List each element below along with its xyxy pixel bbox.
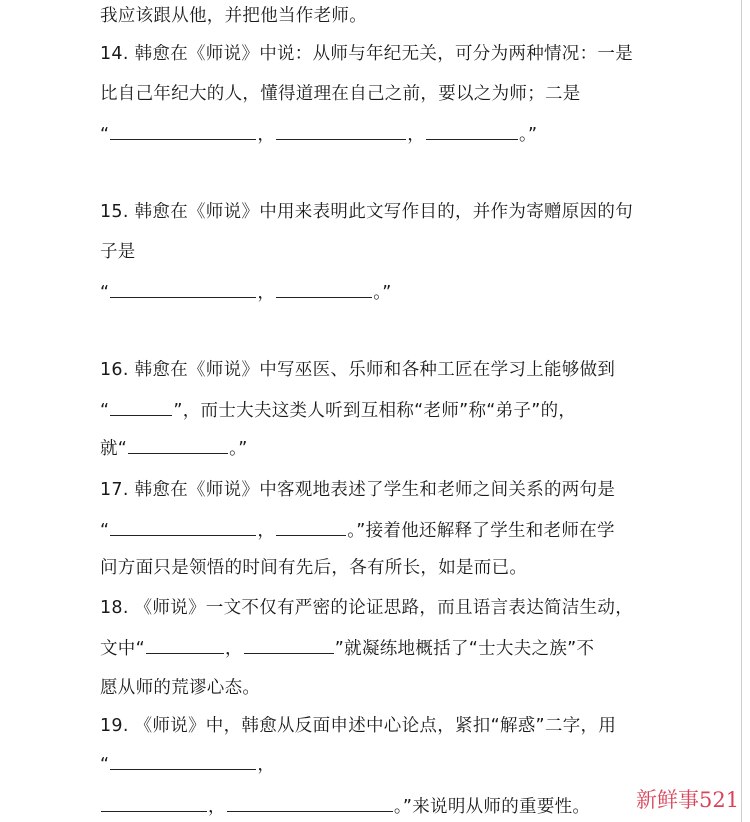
question-16-line-3: [100, 436, 248, 461]
question-18-text: 文中“: [100, 639, 145, 659]
open-quote: “: [100, 755, 110, 775]
question-16-text: 就“: [100, 439, 128, 459]
question-19-text: 。”来说明从师的重要性。: [393, 797, 591, 817]
comma: ，: [224, 639, 243, 659]
open-quote: “: [100, 283, 110, 303]
open-quote: “: [100, 125, 110, 145]
answer-blank[interactable]: [227, 794, 393, 812]
comma: ，: [257, 521, 276, 541]
comma: ，: [407, 125, 425, 145]
question-18-line-2: [100, 636, 594, 661]
comma: ，: [208, 797, 226, 817]
close-quote: 。”: [373, 283, 392, 303]
close-quote: 。”: [229, 439, 248, 459]
question-17-line-2: [100, 518, 615, 543]
question-14-line-2: 比自己年纪大的人，懂得道理在自己之前，要以之为师；二是: [100, 84, 581, 104]
watermark: 新鲜事521: [636, 788, 740, 812]
answer-blank[interactable]: [110, 398, 172, 416]
question-14-blanks: [100, 122, 537, 147]
question-17-text: 。”接着他还解释了学生和老师在学: [347, 521, 615, 541]
question-15-line-2: 子是: [100, 242, 136, 262]
question-15-line-1: 15. 韩愈在《师说》中用来表明此文写作目的，并作为寄赠原因的句: [100, 202, 633, 222]
page-edge-rule: [741, 0, 742, 822]
question-14-line-1: 14. 韩愈在《师说》中说：从师与年纪无关，可分为两种情况：一是: [100, 44, 633, 64]
question-18-text: ”就凝练地概括了“士大夫之族”不: [334, 639, 595, 659]
comma: ，: [257, 755, 276, 775]
question-15-blanks: [100, 280, 392, 305]
answer-blank[interactable]: [276, 518, 346, 536]
question-19-line-2: [100, 752, 275, 777]
comma: ，: [257, 125, 276, 145]
question-19-line-3: [100, 794, 590, 819]
question-16-text: ，而士大夫这类人听到互相称“老师”称“弟子”的，: [182, 401, 577, 421]
question-17-line-3: 问方面只是领悟的时间有先后，各有所长，如是而已。: [100, 558, 528, 578]
close-quote: 。”: [519, 125, 538, 145]
question-19-line-1: 19. 《师说》中，韩愈从反面申述中心论点，紧扣“解惑”二字，用: [100, 716, 617, 736]
question-18-line-3: 愿从师的荒谬心态。: [100, 678, 261, 698]
answer-blank[interactable]: [110, 752, 256, 770]
answer-blank[interactable]: [110, 518, 256, 536]
open-quote: “: [100, 521, 110, 541]
answer-blank[interactable]: [110, 280, 256, 298]
answer-blank[interactable]: [426, 122, 518, 140]
close-quote: ”: [173, 401, 183, 421]
answer-blank[interactable]: [110, 122, 256, 140]
answer-blank[interactable]: [276, 280, 372, 298]
answer-blank[interactable]: [101, 794, 207, 812]
comma: ，: [257, 283, 276, 303]
answer-blank[interactable]: [146, 636, 224, 654]
open-quote: “: [100, 401, 110, 421]
answer-blank[interactable]: [244, 636, 334, 654]
question-17-line-1: 17. 韩愈在《师说》中客观地表述了学生和老师之间关系的两句是: [100, 480, 616, 500]
text-line: 我应该跟从他，并把他当作老师。: [100, 6, 367, 26]
answer-blank[interactable]: [276, 122, 406, 140]
question-16-line-2: [100, 398, 576, 423]
question-18-line-1: 18. 《师说》一文不仅有严密的论证思路，而且语言表达简洁生动，: [100, 598, 633, 618]
answer-blank[interactable]: [128, 436, 228, 454]
question-16-line-1: 16. 韩愈在《师说》中写巫医、乐师和各种工匠在学习上能够做到: [100, 360, 616, 380]
